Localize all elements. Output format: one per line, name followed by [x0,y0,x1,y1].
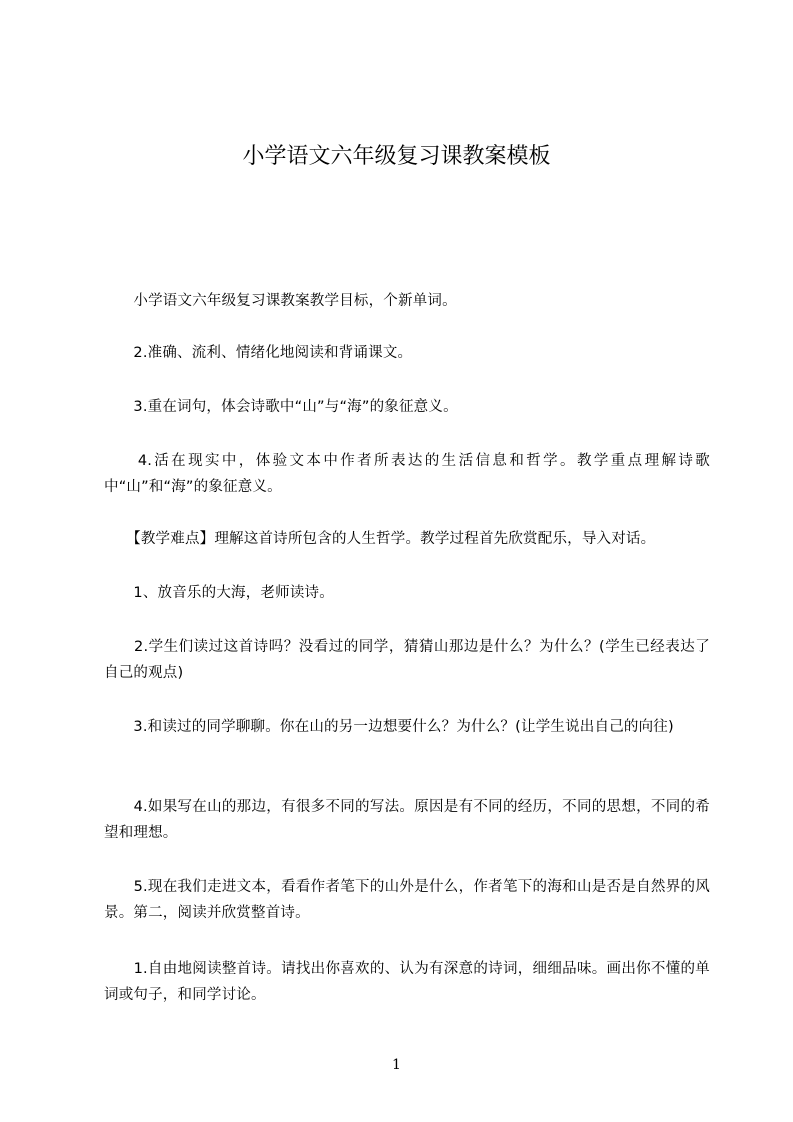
paragraph-2: 2.准确、流利、情绪化地阅读和背诵课文。 [104,345,413,361]
document-title: 小学语文六年级复习课教案模板 [242,144,551,169]
paragraph-9: 4.如果写在山的那边，有很多不同的写法。原因是有不同的经历，不同的思想，不同的希望和理想。 [104,799,710,841]
paragraph-7: 2.学生们读过这首诗吗？没看过的同学，猜猜山那边是什么？为什么？(学生已经表达了自己的观点) [104,639,710,681]
paragraph-10: 5.现在我们走进文本，看看作者笔下的山外是什么，作者笔下的海和山是否是自然界的风景。第二，阅读并欣赏整首诗。 [104,879,710,921]
paragraph-1: 小学语文六年级复习课教案教学目标，个新单词。 [104,293,457,309]
paragraph-3: 3.重在词句，体会诗歌中“山”与“海”的象征意义。 [104,399,458,415]
paragraph-6: 1、放音乐的大海，老师读诗。 [104,585,334,601]
paragraph-5: 【教学难点】理解这首诗所包含的人生哲学。教学过程首先欣赏配乐，导入对话。 [104,531,656,547]
page-number: 1 [392,1057,401,1073]
paragraph-11: 1.自由地阅读整首诗。请找出你喜欢的、认为有深意的诗词，细细品味。画出你不懂的单词或句子，和同学讨论。 [104,961,710,1003]
paragraph-4: 4.活在现实中，体验文本中作者所表达的生活信息和哲学。教学重点理解诗歌中“山”和“海”的象征意义。 [104,453,710,495]
paragraph-8: 3.和读过的同学聊聊。你在山的另一边想要什么？为什么？(让学生说出自己的向往) [104,719,674,735]
